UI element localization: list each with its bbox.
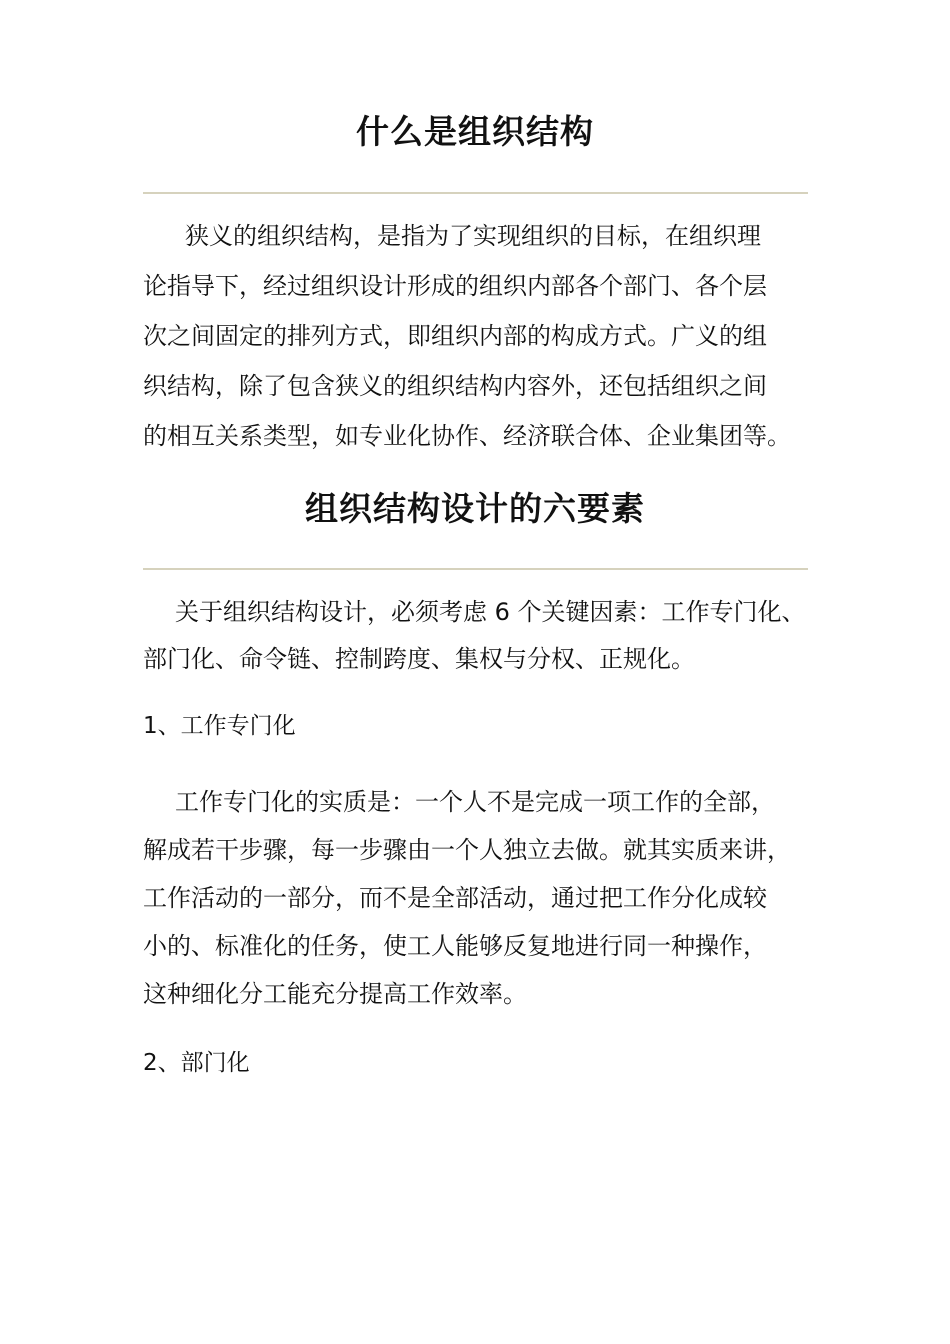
section-title: 组织结构设计的六要素 xyxy=(305,489,645,528)
divider xyxy=(143,568,808,570)
intro-paragraph: 关于组织结构设计，必须考虑 6 个关键因素：工作专门化、 部门化、命令链、控制跨度、集权与分权、正规化。 xyxy=(143,598,806,673)
divider xyxy=(143,192,808,194)
item-paragraph: 工作专门化的实质是：一个人不是完成一项工作的全部， 解成若干步骤，每一步骤由一个人独立去做。就其实质来讲， 工作活动的一部分，而不是全部活动，通过把工作分化成较 小的、标准化的任务，使工人能够反复地进行同一种操作， 这种细化分工能充分提高工作效率。 xyxy=(143,788,791,1008)
item-heading: 1、工作专门化 xyxy=(143,713,296,739)
item-heading: 2、部门化 xyxy=(143,1050,250,1076)
definition-paragraph: 狭义的组织结构，是指为了实现组织的目标，在组织理 论指导下，经过组织设计形成的组织内部各个部门、各个层 次之间固定的排列方式，即组织内部的构成方式。广义的组 织结构，除了包含狭义的组织结构内容外，还包括组织之间 的相互关系类型，如专业化协作、经济联合体、企业集团等。 xyxy=(143,222,791,450)
section-title: 什么是组织结构 xyxy=(356,112,594,151)
